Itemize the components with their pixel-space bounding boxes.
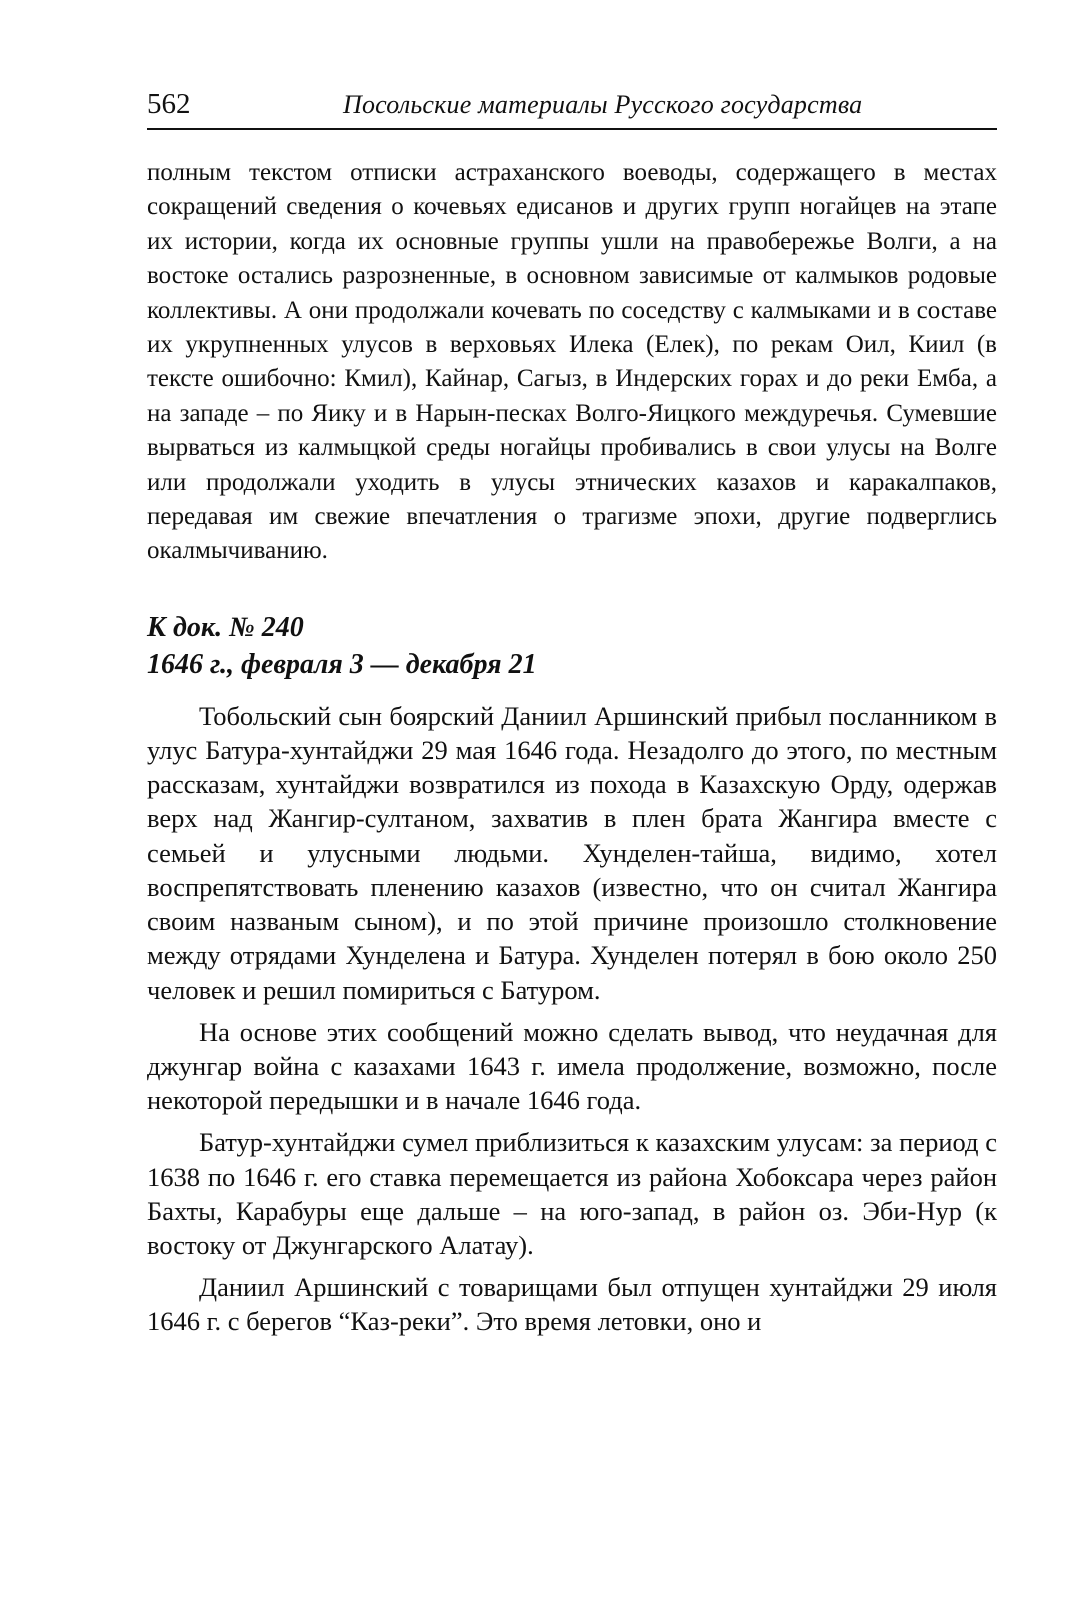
page-header	[147, 78, 997, 130]
document-date-range: 1646 г., февраля 3 — декабря 21	[147, 648, 537, 680]
section-paragraph: Даниил Аршинский с товарищами был отпущен хунтайджи 29 июля 1646 г. с берегов “Каз-реки”. Это время летовки, оно и	[147, 1272, 997, 1337]
running-title: Посольские материалы Русского государства	[343, 90, 863, 119]
section-paragraph: На основе этих сообщений можно сделать вывод, что неудачная для джунгар война с казахами 1643 г. имела продолжение, возможно, после некоторой передышки и в начале 1646 года.	[147, 1016, 997, 1116]
intro-paragraph: полным текстом отписки астраханского воеводы, содержащего в местах сокращений сведения о кочевьях едисанов и других групп ногайцев на этапе их истории, когда их основные группы ушли на правобережье Волги, а на востоке остались разрозненные, в основном зависимые от калмыков родовые коллективы. А они продолжали кочевать по соседству с калмыками и в составе их укрупненных улусов в верховьях Илека (Елек), по рекам Оил, Киил (в тексте ошибочно: Кмил), Кайнар, Сагыз, в Индерских горах и до реки Емба, а на западе – по Яику и в Нарын-песках Волго-Яицкого междуречья. Сумевшие вырваться из калмыцкой среды ногайцы пробивались в свои улусы на Волге или продолжали уходить в улусы этнических казахов и каракалпаков, передавая им свежие впечатления о трагизме эпохи, другие подверглись окалмычиванию.	[147, 159, 997, 565]
section-body	[147, 699, 997, 1339]
document-reference: К док. № 240	[147, 611, 304, 643]
book-page	[147, 78, 997, 1347]
section-paragraph: Тобольский сын боярский Даниил Аршинский прибыл посланником в улус Батура-хунтайджи 29 мая 1646 года. Незадолго до этого, по местным рассказам, хунтайджи возвратился из похода в Казахскую Орду, одержав верх над Жангир-султаном, захватив в плен брата Жангира вместе с семьей и улусными людьми. Хунделен-тайша, видимо, хотел воспрепятствовать пленению казахов (известно, что он считал Жангира своим названым сыном), и по этой причине произошло столкновение между отрядами Хунделена и Батура. Хунделен потерял в бою около 250 человек и решил помириться с Батуром.	[147, 700, 997, 1005]
section-paragraph: Батур-хунтайджи сумел приблизиться к казахским улусам: за период с 1638 по 1646 г. его ставка перемещается из района Хобоксара через район Бахты, Карабуры еще дальше – на юго-запад, в район оз. Эби-Нур (к востоку от Джунгарского Алатау).	[147, 1127, 997, 1260]
body-text	[147, 156, 997, 569]
section-heading	[147, 609, 997, 683]
page-number: 562	[147, 88, 191, 120]
